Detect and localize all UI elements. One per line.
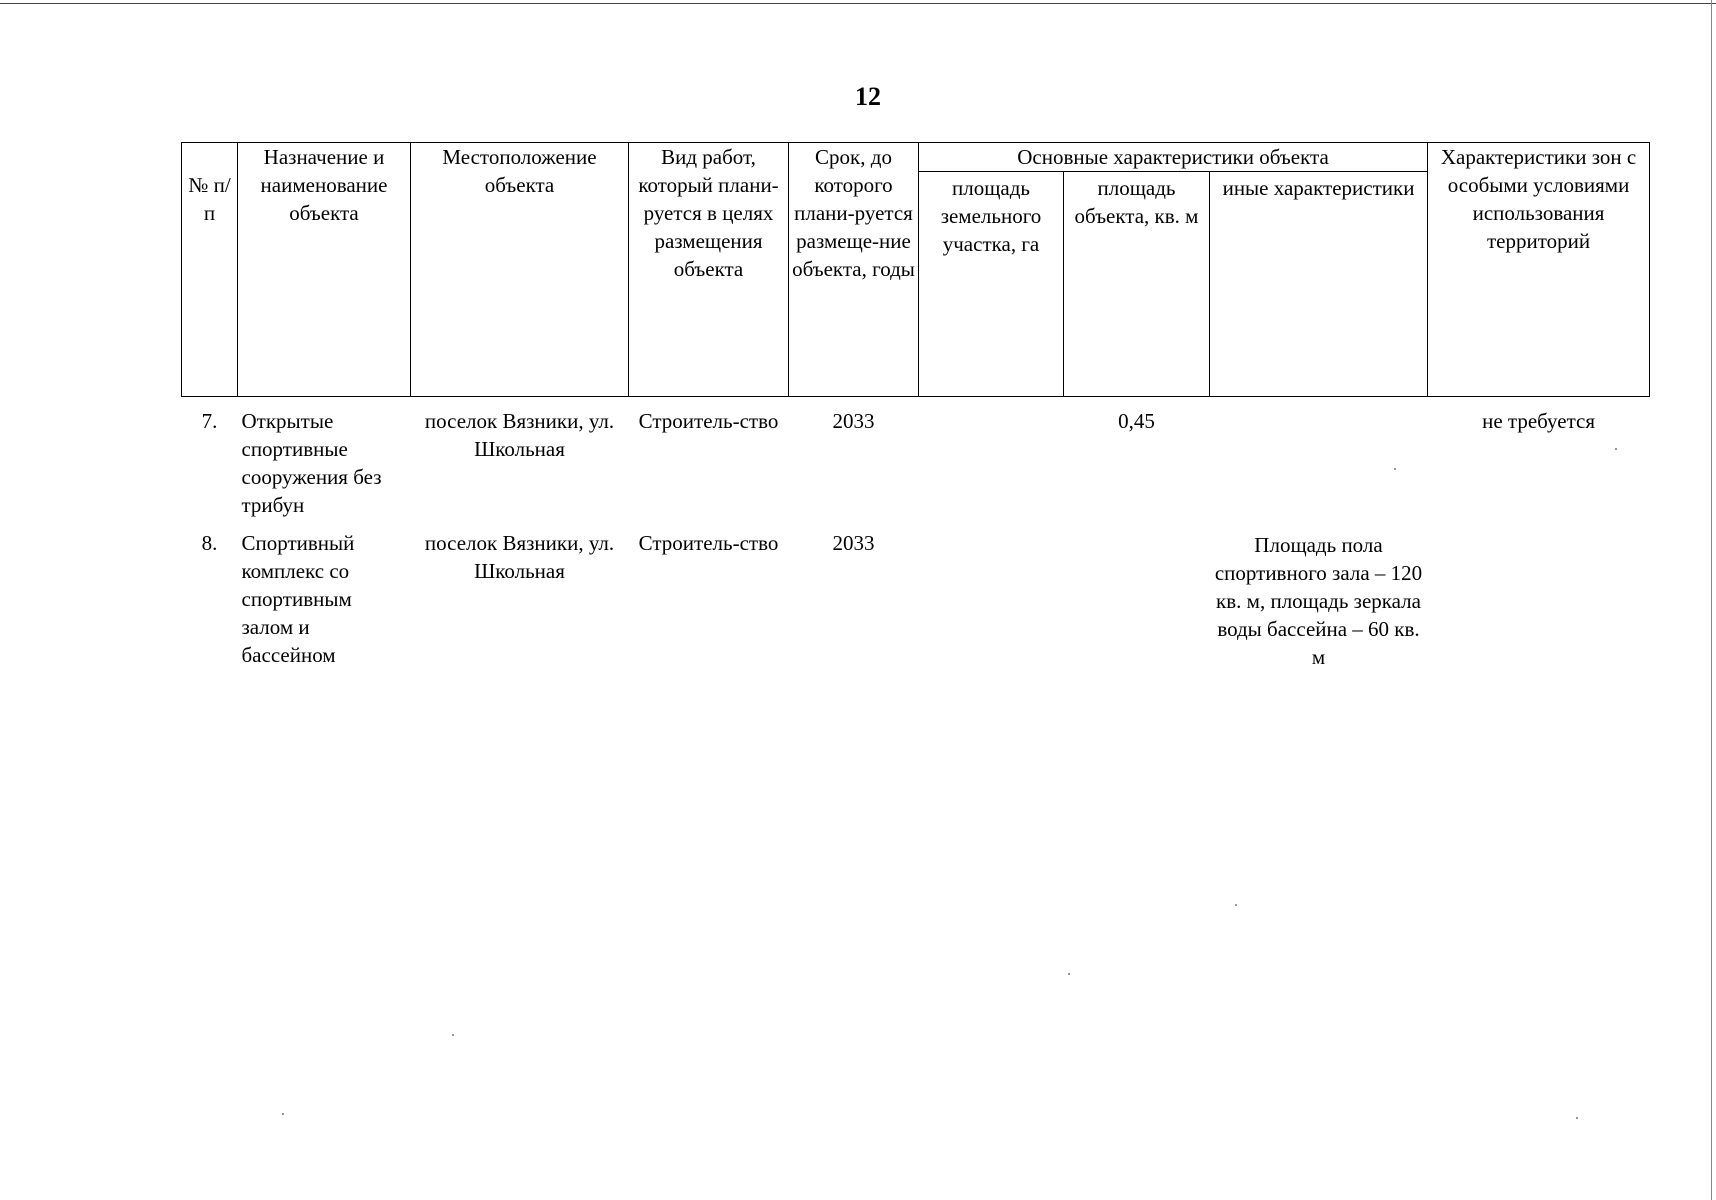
row-8-num: 8. — [201, 531, 218, 555]
page-number: 12 — [855, 82, 881, 111]
scan-speck — [282, 1113, 284, 1115]
header-location: Местоположение объекта — [411, 143, 629, 397]
row-7-num: 7. — [201, 409, 218, 433]
scan-speck — [1068, 973, 1070, 975]
row-7-location: поселок Вязники, ул. Школьная — [424, 409, 615, 461]
header-object-area: площадь объекта, кв. м — [1064, 172, 1210, 397]
row-7-zones: не требуется — [1482, 409, 1595, 433]
header-work-type: Вид работ, который плани-руется в целях размещения объекта — [629, 143, 789, 397]
table-row — [182, 397, 1650, 520]
scan-edge-top — [0, 3, 1716, 4]
scan-speck — [1235, 904, 1237, 906]
objects-table — [181, 142, 1650, 671]
header-name: Назначение и наименование объекта — [238, 143, 411, 397]
header-main-characteristics: Основные характеристики объекта — [919, 143, 1428, 172]
scan-edge-right — [1711, 0, 1712, 1200]
row-7-object-area: 0,45 — [1118, 409, 1155, 433]
row-7-work-type: Строитель-ство — [638, 409, 779, 433]
row-7-deadline: 2033 — [832, 409, 875, 433]
row-8-land-area — [919, 519, 1064, 671]
header-other: иные характеристики — [1210, 172, 1428, 397]
row-8-deadline: 2033 — [832, 531, 875, 555]
scan-speck — [452, 1034, 454, 1036]
header-land-area: площадь земельного участка, га — [919, 172, 1064, 397]
row-8-other: Площадь пола спортивного зала – 120 кв. м, площадь зеркала воды бассейна – 60 кв. м — [1214, 533, 1423, 669]
scan-speck — [1576, 1117, 1578, 1119]
scan-speck — [1394, 468, 1396, 470]
header-num: № п/п — [182, 143, 238, 397]
header-deadline: Срок, до которого плани-руется размеще-ние объекта, годы — [789, 143, 919, 397]
row-8-name: Спортивный комплекс со спортивным залом и бассейном — [241, 531, 355, 667]
row-7-land-area — [919, 397, 1064, 520]
header-row-1 — [182, 143, 1650, 172]
scan-speck — [1615, 448, 1617, 450]
row-8-zones — [1428, 519, 1650, 671]
row-7-name: Открытые спортивные сооружения без трибун — [241, 409, 382, 517]
table-row — [182, 519, 1650, 671]
row-8-location: поселок Вязники, ул. Школьная — [424, 531, 615, 583]
row-8-object-area — [1064, 519, 1210, 671]
row-8-work-type: Строитель-ство — [638, 531, 779, 555]
row-7-other — [1210, 397, 1428, 520]
header-zones: Характеристики зон с особыми условиями использования территорий — [1428, 143, 1650, 397]
